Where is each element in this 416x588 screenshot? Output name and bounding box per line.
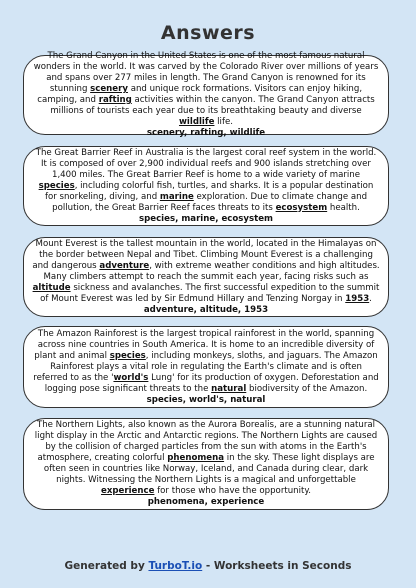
- answer-word: species: [109, 350, 146, 361]
- answer-word: marine: [159, 191, 194, 202]
- footer: Generated by TurboT.io - Worksheets in Seconds: [64, 560, 352, 572]
- passage-text: The Great Barrier Reef in Australia is the largest coral reef system in the world. It is composed of over 2,900 individual reefs and 900 islands stretching over 1,400 miles. The Great Barrier Reef is home to a wide variety of marine species, including colorful fish, turtles, and sharks. It is a popular destination for snorkeling, diving, and marine exploration. Due to climate change and pollution, the Great Barrier Reef faces threats to its ecosystem health.: [35, 147, 377, 213]
- answer-word: phenomena: [167, 453, 225, 463]
- answer-word: ecosystem: [275, 202, 328, 213]
- answer-key: scenery, rafting, wildlife: [146, 128, 266, 138]
- answer-word: wildlife: [178, 117, 215, 127]
- answer-word: adventure: [99, 260, 150, 271]
- answer-word: world's: [113, 372, 149, 383]
- passage-text: Mount Everest is the tallest mountain in the world, located in the Himalayas on the border between Nepal and Tibet. Climbing Mount Everest is a challenging and dangerous adventure, with extreme weather conditions and high altitudes. Many climbers attempt to reach the summit each year, facing risks such as altitude sickness and avalanches. The first successful expedition to the summit of Mount Everest was led by Sir Edmund Hillary and Tenzing Norgay in 1953.: [32, 238, 380, 304]
- passage-text: The Grand Canyon in the United States is one of the most famous natural wonders in the world. It was carved by the Colorado River over millions of years and spans over 277 miles in length. The Grand Canyon is renowned for its stunning scenery and unique rock formations. Visitors can enjoy hiking, camping, and rafting activities within the canyon. The Grand Canyon attracts millions of tourists each year due to its breathtaking beauty and diverse wildlife life.: [33, 51, 379, 127]
- answer-key: adventure, altitude, 1953: [143, 304, 269, 315]
- answer-word: scenery: [90, 84, 128, 94]
- answer-key: phenomena, experience: [147, 497, 265, 507]
- answer-word: altitude: [32, 282, 71, 293]
- passage-card-amazon-rainforest: [23, 326, 389, 408]
- answer-key: species, world's, natural: [146, 394, 266, 405]
- page-title: Answers: [160, 22, 256, 44]
- passage-text: The Northern Lights, also known as the Aurora Borealis, are a stunning natural light display in the Arctic and Antarctic regions. The Northern Lights are caused by the collision of charged particles from the sun with atoms in the Earth's atmosphere, creating colorful phenomena in the sky. These light displays are often seen in countries like Norway, Iceland, and Canada during clear, dark nights. Witnessing the Northern Lights is a magical and unforgettable experience for those who have the opportunity.: [34, 420, 378, 496]
- turbot-link[interactable]: TurboT.io: [148, 560, 203, 572]
- passage-card-grand-canyon: [23, 51, 389, 138]
- answer-word: species: [38, 180, 75, 191]
- passage-card-great-barrier-reef: [23, 146, 389, 226]
- answer-word: natural: [211, 383, 247, 394]
- answer-word: 1953: [345, 293, 370, 304]
- passage-text: The Amazon Rainforest is the largest tropical rainforest in the world, spanning across nine countries in South America. It is home to an incredible diversity of plant and animal species, including monkeys, sloths, and jaguars. The Amazon Rainforest plays a vital role in regulating the Earth's climate and is often referred to as the 'world's Lung' for its production of oxygen. Deforestation and logging pose significant threats to the natural biodiversity of the Amazon.: [33, 328, 379, 394]
- answer-key: species, marine, ecosystem: [138, 213, 274, 224]
- answer-word: rafting: [98, 95, 132, 105]
- passage-card-northern-lights: [23, 418, 389, 510]
- answer-word: experience: [101, 486, 155, 496]
- passage-card-mount-everest: [23, 237, 389, 317]
